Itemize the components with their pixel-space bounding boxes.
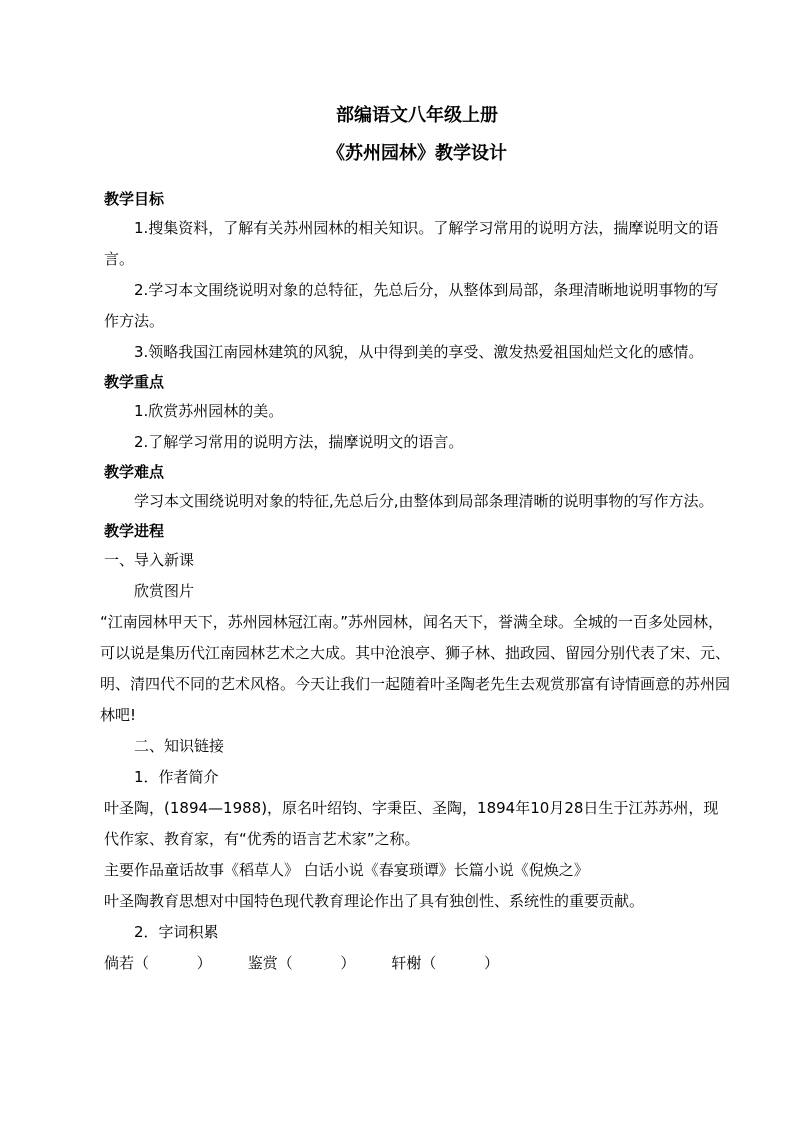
- goal-item: 2.学习本文围绕说明对象的总特征，先总后分，从整体到局部，条理清晰地说明事物的写作方法。: [104, 281, 719, 330]
- author-bio: 叶圣陶，(1894—1988)，原名叶绍钧、字秉臣、圣陶，1894年10月28日生于江苏苏州，现代作家、教育家，有“优秀的语言艺术家”之称。: [104, 799, 719, 848]
- difficulty-item: 学习本文围绕说明对象的特征,先总后分,由整体到局部条理清晰的说明事物的写作方法。: [134, 492, 714, 510]
- section-heading-goals: 教学目标: [104, 190, 165, 208]
- vocab-fill-item[interactable]: 鉴赏（ ）: [247, 954, 356, 972]
- vocab-heading: 2．字词积累: [134, 923, 219, 941]
- focus-item: 1.欣赏苏州园林的美。: [134, 402, 284, 420]
- goal-item: 1.搜集资料，了解有关苏州园林的相关知识。了解学习常用的说明方法，揣摩说明文的语言。: [104, 219, 719, 268]
- document-subtitle: 《苏州园林》教学设计: [327, 143, 507, 164]
- section-heading-process: 教学进程: [104, 522, 165, 540]
- vocab-fill-item[interactable]: 轩榭（ ）: [391, 954, 500, 972]
- section-heading-focus: 教学重点: [104, 373, 165, 391]
- author-contribution: 叶圣陶教育思想对中国特色现代教育理论作出了具有独创性、系统性的重要贡献。: [104, 892, 645, 910]
- author-works: 主要作品童话故事《稻草人》 白话小说《春宴琐谭》长篇小说《倪焕之》: [104, 861, 589, 879]
- focus-item: 2.了解学习常用的说明方法，揣摩说明文的语言。: [134, 433, 464, 451]
- intro-paragraph: “江南园林甲天下，苏州园林冠江南。”苏州园林，闻名天下，誉满全球。全城的一百多处园林，可以说是集历代江南园林艺术之大成。其中沧浪亭、狮子林、拙政园、留园分别代表了宋、元、明、清四代不同的艺术风格。今天让我们一起随着叶圣陶老先生去观赏那富有诗情画意的苏州园林吧!: [100, 613, 731, 724]
- section-heading-difficulty: 教学难点: [104, 463, 165, 481]
- goal-item: 3.领略我国江南园林建筑的风貌，从中得到美的享受、激发热爱祖国灿烂文化的感情。: [134, 343, 704, 361]
- document-title: 部编语文八年级上册: [336, 105, 498, 126]
- process-part-1: 一、导入新课: [104, 551, 195, 569]
- process-part-1-sub: 欣赏图片: [134, 582, 195, 600]
- vocab-fill-row: [104, 948, 730, 979]
- author-heading: 1．作者简介: [134, 768, 219, 786]
- process-part-2: 二、知识链接: [134, 737, 225, 755]
- vocab-fill-item[interactable]: 倘若（ ）: [104, 954, 212, 972]
